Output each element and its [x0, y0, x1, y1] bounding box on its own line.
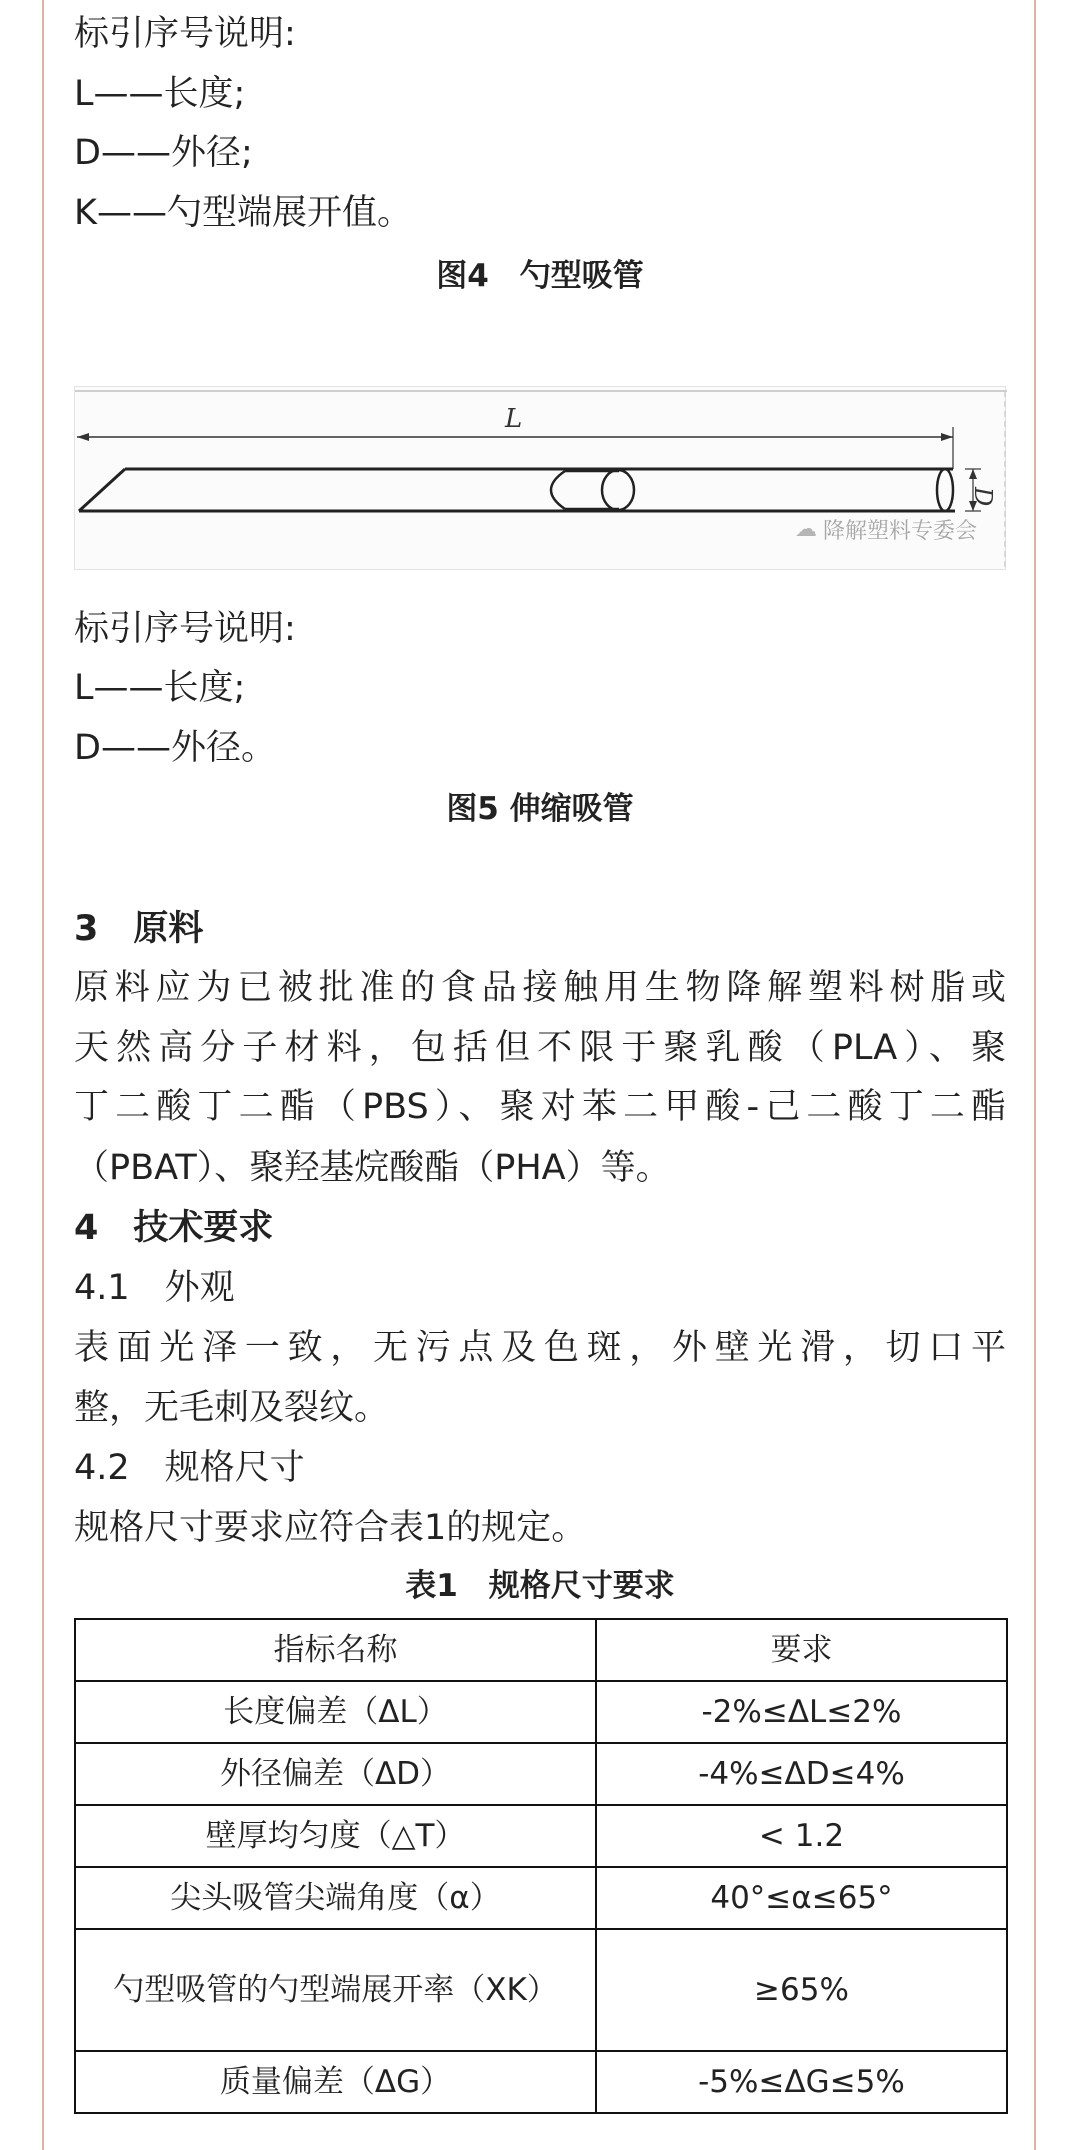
section4-1-line-1: 表面光泽一致，无污点及色斑，外壁光滑，切口平	[74, 1328, 1006, 1368]
table-cell-value: -4%≤ΔD≤4%	[596, 1743, 1007, 1805]
table-header-row	[75, 1619, 1007, 1681]
section3-para-line-4: （PBAT）、聚羟基烷酸酯（PHA）等。	[74, 1148, 671, 1188]
table-row	[75, 1681, 1007, 1743]
table1-caption: 表1 规格尺寸要求	[405, 1568, 675, 1604]
section3-para-line-3: 丁二酸丁二酯（PBS）、聚对苯二甲酸-己二酸丁二酯	[74, 1087, 1006, 1127]
table-cell-name: 勺型吸管的勺型端展开率（XK）	[75, 1929, 596, 2051]
diameter-label: D	[969, 487, 997, 507]
telescopic-joint	[602, 470, 634, 510]
section4-1-heading: 4.1 外观	[74, 1268, 235, 1308]
table-cell-value: < 1.2	[596, 1805, 1007, 1867]
page-border-left	[42, 0, 44, 2150]
section3-para-line-2: 天然高分子材料，包括但不限于聚乳酸（PLA）、聚	[74, 1028, 1006, 1068]
watermark-text: 降解塑料专委会	[822, 519, 977, 544]
table-cell-name: 尖头吸管尖端角度（α）	[75, 1867, 596, 1929]
table-cell-value: -2%≤ΔL≤2%	[596, 1681, 1007, 1743]
straw-open-end	[937, 469, 953, 511]
table-cell-name: 壁厚均匀度（△T）	[75, 1805, 596, 1867]
wechat-logo-icon: ☁	[794, 517, 817, 542]
section4-2-line: 规格尺寸要求应符合表1的规定。	[74, 1508, 587, 1548]
table-row	[75, 1743, 1007, 1805]
table-row	[75, 2051, 1007, 2113]
section3-para-line-1: 原料应为已被批准的食品接触用生物降解塑料树脂或	[74, 968, 1006, 1008]
section3-heading: 3 原料	[74, 909, 204, 949]
fig4-legend-item-K: K——勺型端展开值。	[74, 193, 412, 233]
section4-2-heading: 4.2 规格尺寸	[74, 1448, 305, 1488]
watermark	[795, 514, 977, 545]
table-row	[75, 1805, 1007, 1867]
table-row	[75, 1867, 1007, 1929]
section4-1-line-2: 整，无毛刺及裂纹。	[74, 1388, 390, 1428]
section4-heading: 4 技术要求	[74, 1208, 274, 1248]
fig5-legend-title: 标引序号说明:	[74, 609, 296, 649]
bevel-cut-end	[79, 469, 125, 511]
spec-table	[74, 1618, 1008, 2114]
table-row	[75, 1929, 1007, 2051]
fig4-legend-title: 标引序号说明:	[74, 14, 296, 54]
fig4-legend-item-D: D——外径;	[74, 133, 253, 173]
header-cell-requirement: 要求	[596, 1619, 1007, 1681]
header-cell-indicator: 指标名称	[75, 1619, 596, 1681]
figure5-telescopic-straw-drawing	[74, 386, 1006, 570]
length-label: L	[505, 404, 523, 434]
table-cell-name: 外径偏差（ΔD）	[75, 1743, 596, 1805]
table-cell-value: ≥65%	[596, 1929, 1007, 2051]
table-cell-value: 40°≤α≤65°	[596, 1867, 1007, 1929]
fig5-legend-item-D: D——外径。	[74, 728, 276, 768]
fig4-caption: 图4 勺型吸管	[436, 258, 644, 294]
fig5-caption: 图5 伸缩吸管	[446, 791, 634, 827]
fig4-legend-item-L: L——长度;	[74, 74, 246, 114]
page-border-right	[1034, 0, 1036, 2150]
table-cell-value: -5%≤ΔG≤5%	[596, 2051, 1007, 2113]
table-cell-name: 质量偏差（ΔG）	[75, 2051, 596, 2113]
fig5-legend-item-L: L——长度;	[74, 668, 246, 708]
table-cell-name: 长度偏差（ΔL）	[75, 1681, 596, 1743]
